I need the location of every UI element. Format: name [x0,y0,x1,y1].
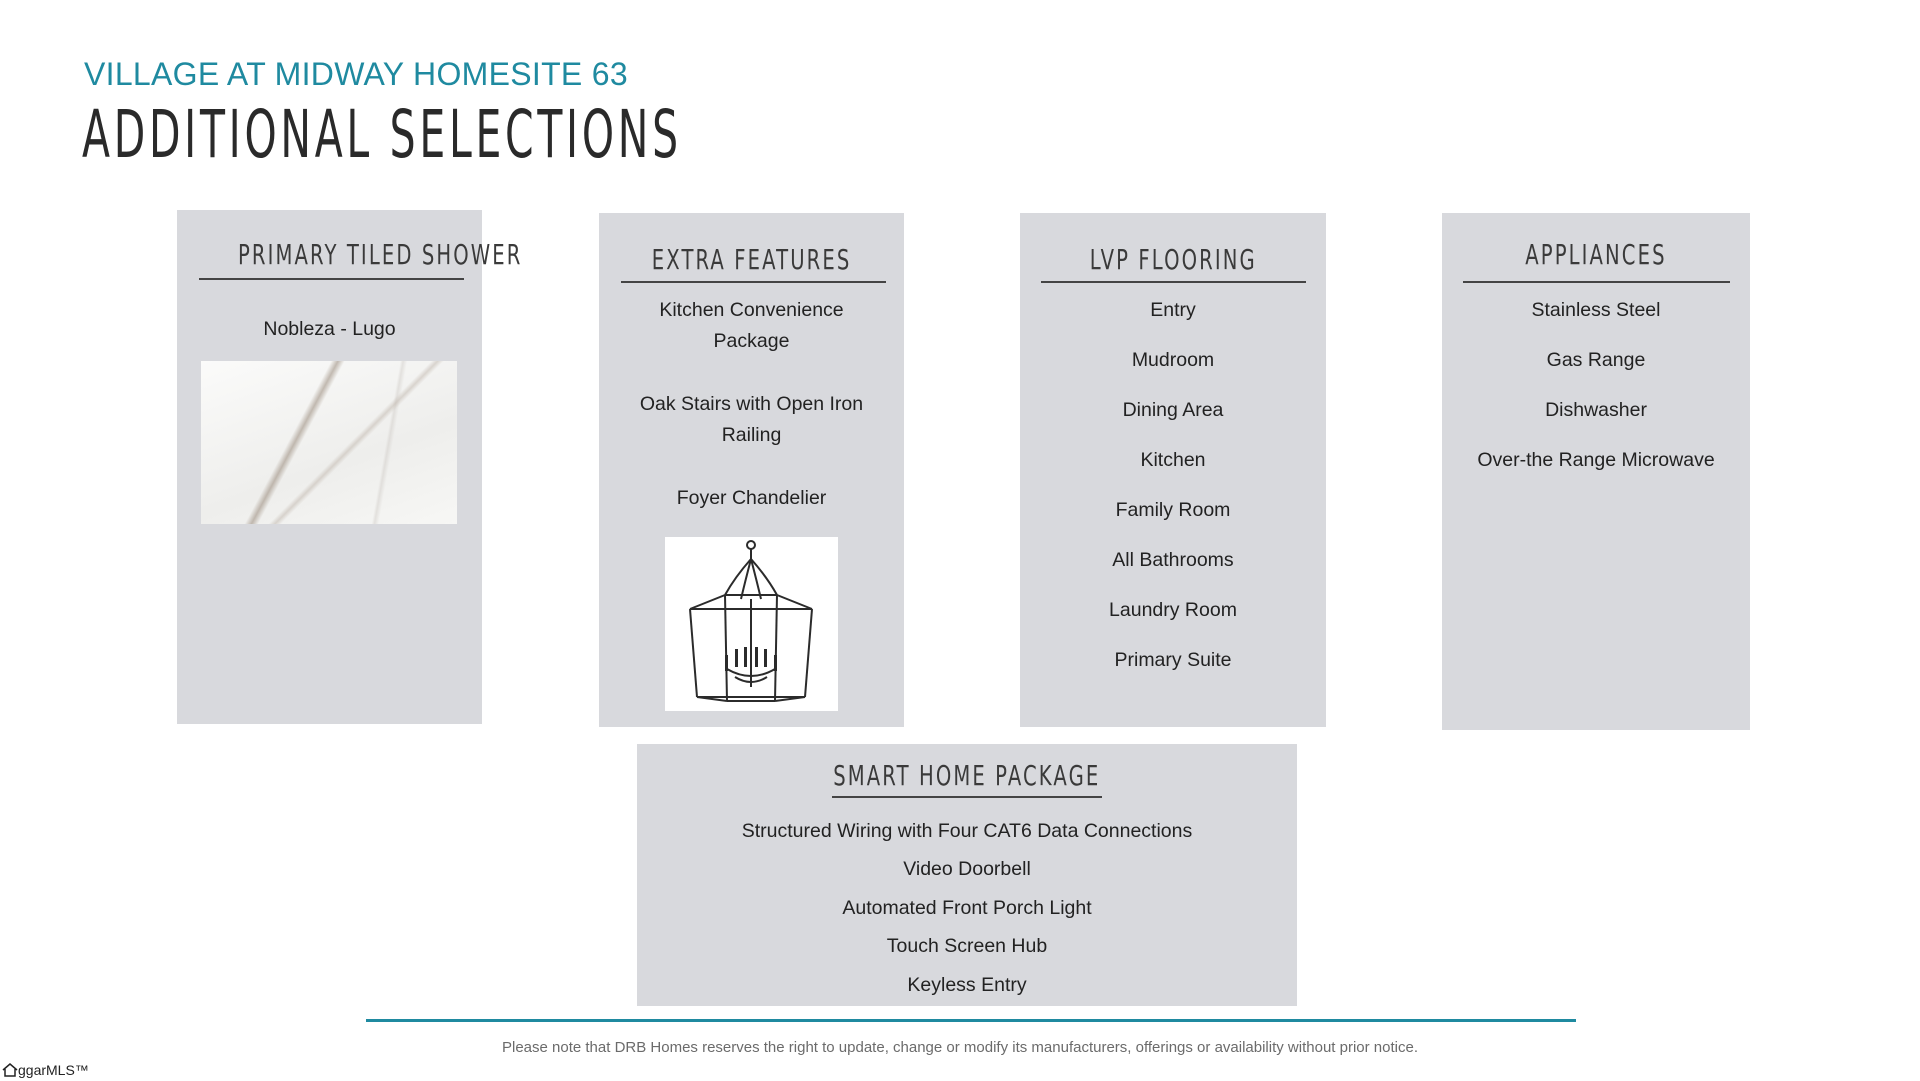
list-item: Oak Stairs with Open Iron Railing [639,393,864,446]
card-title: EXTRA FEATURES [651,243,852,276]
list-item: Keyless Entry [907,974,1027,996]
card-smart-home-package [637,744,1297,1006]
card-title: PRIMARY TILED SHOWER [237,238,523,271]
title-underline [621,281,886,283]
list-item: Primary Suite [1114,649,1232,671]
list-item: All Bathrooms [1112,549,1234,571]
title-underline [1463,281,1730,283]
list-item: Structured Wiring with Four CAT6 Data Connections [741,820,1193,842]
chandelier-image [665,537,838,711]
title-underline [1041,281,1306,283]
card-title: APPLIANCES [1525,238,1667,271]
list-item: Dishwasher [1545,399,1647,421]
house-logo-icon [2,1062,18,1081]
list-item: Kitchen Convenience Package [659,299,844,352]
page-title: ADDITIONAL SELECTIONS [82,96,682,173]
list-item: Laundry Room [1109,599,1237,621]
list-item: Gas Range [1546,349,1646,371]
list-item: Dining Area [1122,399,1224,421]
list-item: Family Room [1115,499,1231,521]
list-item: Video Doorbell [903,858,1031,880]
page-subtitle: VILLAGE AT MIDWAY HOMESITE 63 [84,56,628,92]
list-item: Mudroom [1131,349,1215,371]
card-title: LVP FLOORING [1089,243,1257,276]
list-item: Touch Screen Hub [886,935,1048,957]
disclaimer-note: Please note that DRB Homes reserves the right to update, change or modify its manufacturers, offerings or availability without prior notice. [501,1039,1418,1056]
list-item: Foyer Chandelier [676,487,827,509]
list-item: Stainless Steel [1531,299,1661,321]
title-underline [199,278,464,280]
logo-text: ggarMLS™ [18,1062,89,1079]
list-item: Kitchen [1140,449,1206,471]
list-item: Over-the Range Microwave [1477,449,1715,471]
card-lvp-flooring [1020,213,1326,727]
card-appliances [1442,213,1750,730]
footer-divider [366,1019,1576,1022]
list-item: Entry [1150,299,1196,321]
card-primary-tiled-shower [177,210,523,724]
list-item: Automated Front Porch Light [842,897,1092,919]
mls-logo [2,1062,89,1081]
title-underline [832,796,1102,798]
marble-tile-image [201,361,457,524]
card-title: SMART HOME PACKAGE [833,759,1101,792]
list-item: Nobleza - Lugo [263,318,396,340]
card-extra-features [599,213,904,727]
